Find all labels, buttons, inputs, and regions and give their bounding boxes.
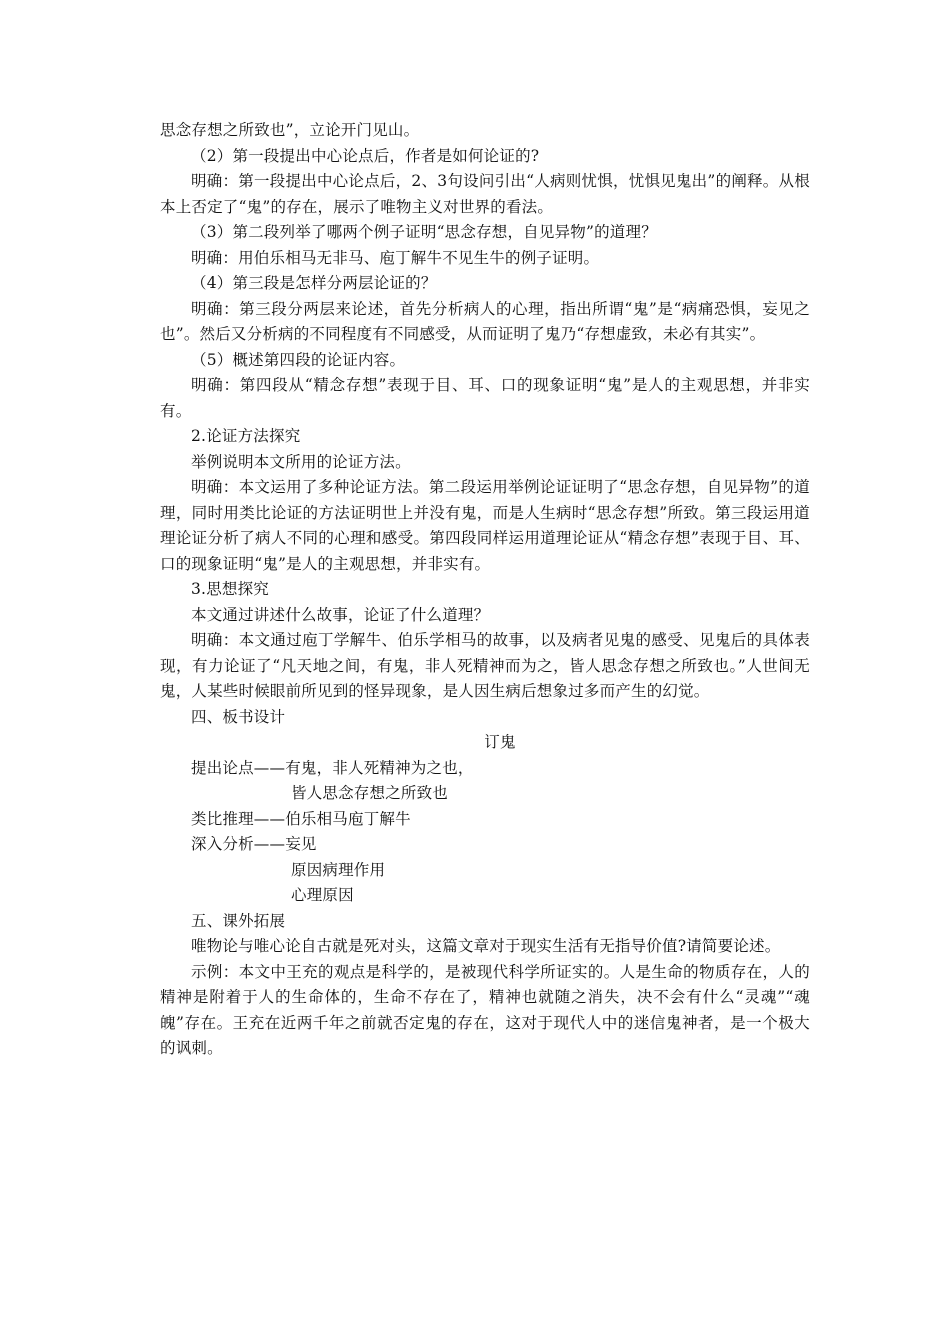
answer-4: 明确：第三段分两层来论述，首先分析病人的心理，指出所谓“鬼”是“病痛恐惧，妄见之也”。然后又分析病的不同程度有不同感受，从而证明了鬼乃“存想虚致，未必有其实”。 [160,299,810,343]
thought-question: 本文通过讲述什么故事，论证了什么道理？ [191,605,490,624]
question-4: （4）第三段是怎样分两层论证的？ [191,274,437,292]
section-heading-board: 四、板书设计 [191,707,286,726]
answer-2: 明确：第一段提出中心论点后，2、3句设问引出“人病则忧惧，忧惧见鬼出”的阐释。从根本上否定了“鬼”的存在，展示了唯物主义对世界的看法。 [160,172,810,216]
answer-5: 明确：第四段从“精念存想”表现于目、耳、口的现象证明“鬼”是人的主观思想，并非实有。 [160,376,810,420]
extension-question: 唯物论与唯心论自古就是死对头，这篇文章对于现实生活有无指导价值?请简要论述。 [191,937,781,955]
board-line-4: 深入分析——妄见 [191,835,317,853]
question-5: （5）概述第四段的论证内容。 [191,350,406,369]
section-heading-thought: 3.思想探究 [191,580,269,598]
board-line-6: 心理原因 [291,886,354,904]
board-line-1: 提出论点——有鬼，非人死精神为之也， [191,758,474,777]
extension-example: 示例：本文中王充的观点是科学的，是被现代科学所证实的。人是生命的物质存在，人的精神是附着于人的生命体的，生命不存在了，精神也就随之消失，决不会有什么“灵魂”“魂魄”存在。王充在近两千年之前就否定鬼的存在，这对于现代人中的迷信鬼神者，是一个极大的讽刺。 [160,962,810,1057]
question-3: （3）第二段列举了哪两个例子证明“思念存想，自见异物”的道理？ [191,223,657,241]
document-body [160,118,810,1062]
board-title: 订鬼 [484,733,516,751]
board-line-5: 原因病理作用 [291,860,386,879]
board-line-3: 类比推理——伯乐相马庖丁解牛 [191,809,411,828]
paragraph-continuation: 思念存想之所致也”，立论开门见山。 [160,121,420,139]
section-heading-extension: 五、课外拓展 [191,911,286,930]
method-question: 举例说明本文所用的论证方法。 [191,452,411,471]
question-2: （2）第一段提出中心论点后，作者是如何论证的? [191,146,540,165]
method-answer: 明确：本文运用了多种论证方法。第二段运用举例论证证明了“思念存想，自见异物”的道理，同时用类比论证的方法证明世上并没有鬼，而是人生病时“思念存想”所致。第三段运用道理论证分析了病人不同的心理和感受。第四段同样运用道理论证从“精念存想”表现于目、耳、口的现象证明“鬼”是人的主观思想，并非实有。 [160,478,810,573]
thought-answer: 明确：本文通过庖丁学解牛、伯乐学相马的故事，以及病者见鬼的感受、见鬼后的具体表现，有力论证了“凡天地之间，有鬼，非人死精神而为之，皆人思念存想之所致也。”人世间无鬼，人某些时候眼前所见到的怪异现象，是人因生病后想象过多而产生的幻觉。 [160,631,810,700]
answer-3: 明确：用伯乐相马无非马、庖丁解牛不见生牛的例子证明。 [191,248,600,267]
board-line-2: 皆人思念存想之所致也 [291,784,449,802]
section-heading-method: 2.论证方法探究 [191,427,301,445]
